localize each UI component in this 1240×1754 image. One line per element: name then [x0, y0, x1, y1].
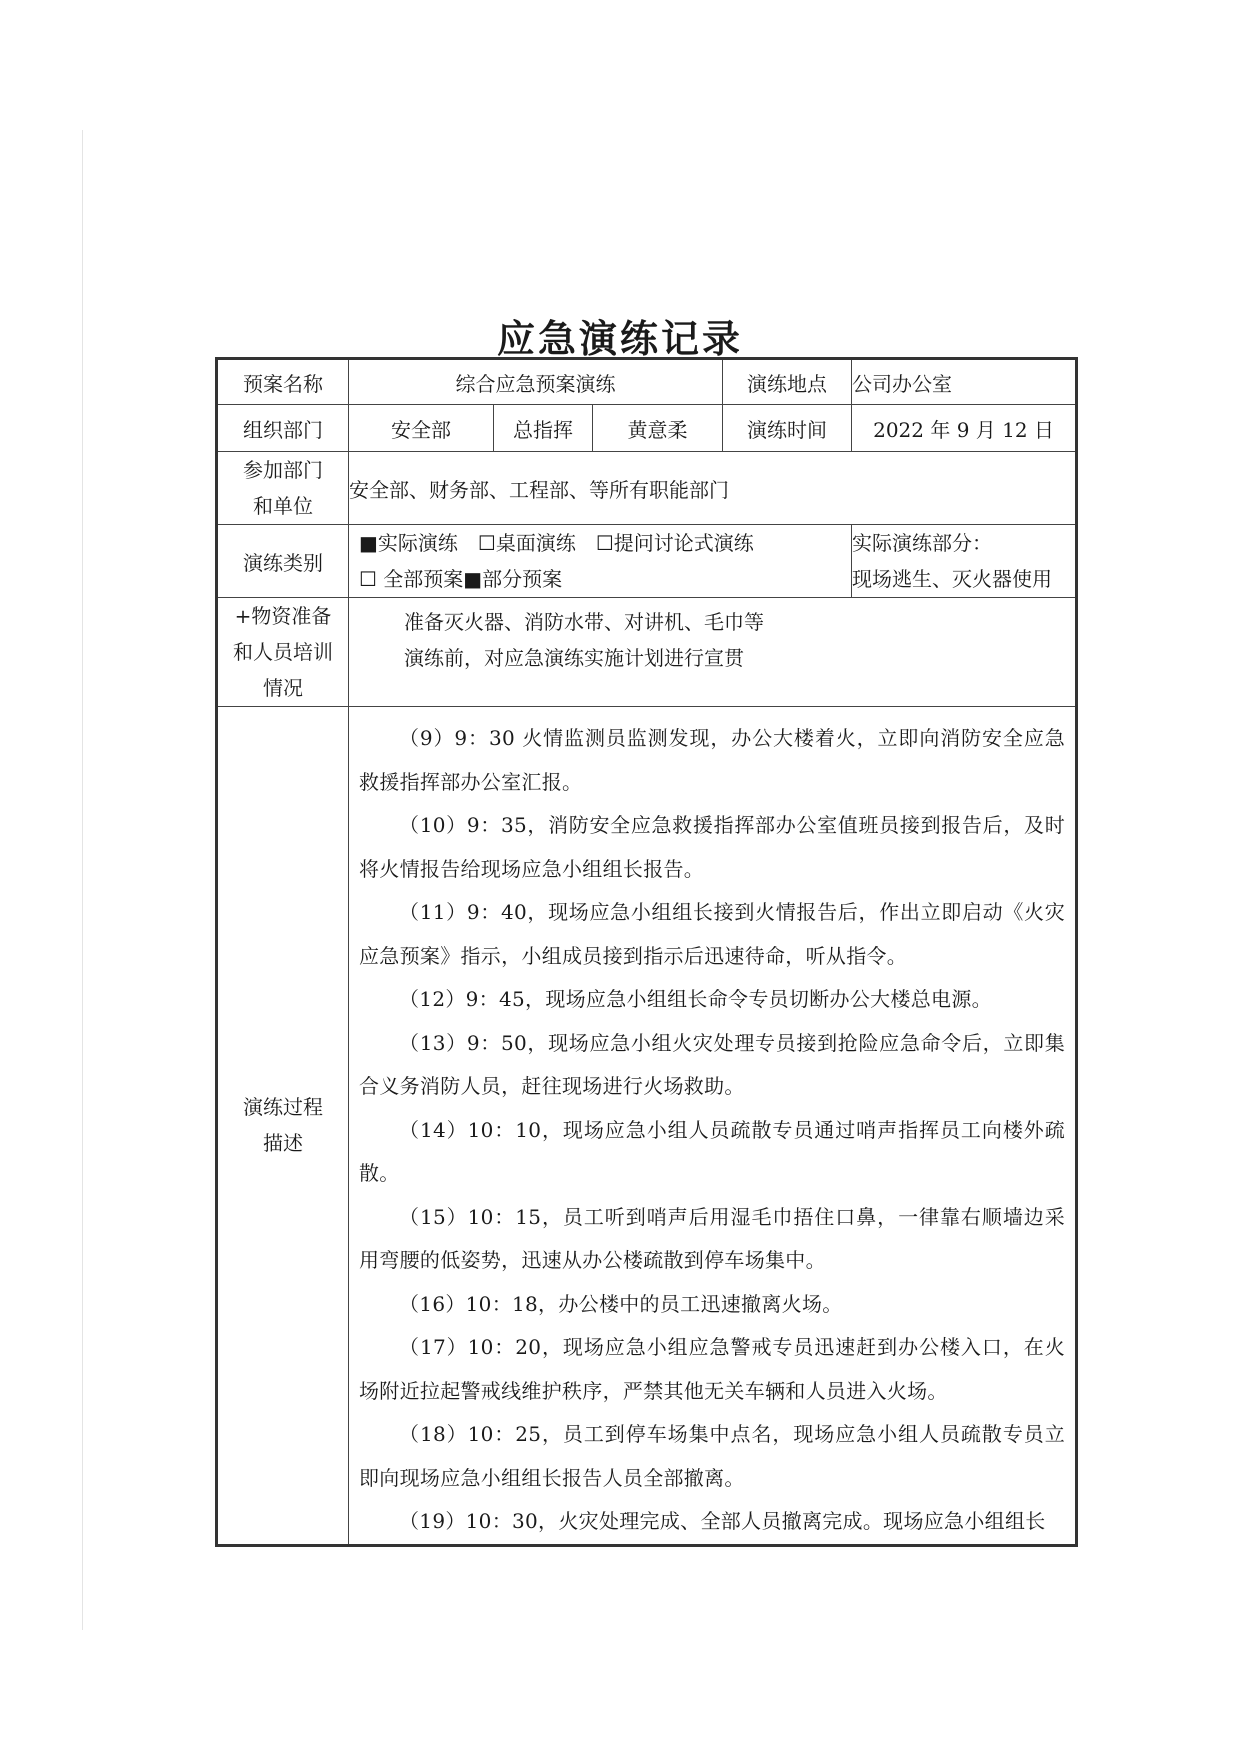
time-value: 2022 年 9 月 12 日	[852, 405, 1077, 452]
actual-part-label: 实际演练部分：	[852, 531, 993, 555]
process-step: （9）9：30 火情监测员监测发现，办公大楼着火，立即向消防安全应急救援指挥部办公室汇报。	[359, 726, 1066, 794]
row-process	[217, 707, 1077, 1546]
prep-line1: 准备灭火器、消防水带、对讲机、毛巾等	[404, 610, 764, 634]
prep-value	[349, 598, 1077, 707]
participants-label-line1: 参加部门	[243, 458, 323, 482]
process-step: （11）9：40，现场应急小组组长接到火情报告后，作出立即启动《火灾应急预案》指示，小组成员接到指示后迅速待命，听从指令。	[359, 900, 1066, 968]
process-step: （17）10：20，现场应急小组应急警戒专员迅速赶到办公楼入口，在火场附近拉起警戒线维护秩序，严禁其他无关车辆和人员进入火场。	[359, 1335, 1066, 1403]
drill-type-options-line1: ■实际演练 ☐桌面演练 ☐提问讨论式演练	[359, 531, 754, 555]
participants-label	[217, 452, 349, 525]
actual-part-value: 现场逃生、灭火器使用	[852, 567, 1053, 591]
prep-line2: 演练前，对应急演练实施计划进行宣贯	[404, 646, 744, 670]
org-dept-label: 组织部门	[217, 405, 349, 452]
process-step: （12）9：45，现场应急小组组长命令专员切断办公大楼总电源。	[399, 987, 992, 1011]
drill-type-options-line2: ☐ 全部预案■部分预案	[359, 567, 563, 591]
plan-name-value: 综合应急预案演练	[349, 359, 723, 405]
process-step: （14）10：10，现场应急小组人员疏散专员通过哨声指挥员工向楼外疏散。	[359, 1117, 1066, 1185]
row-org	[217, 405, 1077, 452]
org-dept-value: 安全部	[349, 405, 494, 452]
row-participants	[217, 452, 1077, 525]
prep-label-line3: 情况	[263, 676, 303, 700]
prep-label-line1: +物资准备	[234, 604, 332, 628]
process-label-line2: 描述	[263, 1131, 303, 1156]
process-step: （10）9：35，消防安全应急救援指挥部办公室值班员接到报告后，及时将火情报告给现场应急小组组长报告。	[359, 813, 1066, 881]
drill-type-options	[349, 525, 852, 598]
row-plan-name	[217, 359, 1077, 405]
row-drill-type	[217, 525, 1077, 598]
process-step: （16）10：18，办公楼中的员工迅速撤离火场。	[399, 1291, 843, 1316]
participants-value: 安全部、财务部、工程部、等所有职能部门	[349, 452, 1077, 525]
commander-label: 总指挥	[494, 405, 593, 452]
page-title: 应急演练记录	[496, 317, 743, 361]
process-step: （19）10：30，火灾处理完成、全部人员撤离完成。现场应急小组组长	[399, 1509, 1046, 1533]
row-preparation	[217, 598, 1077, 707]
commander-value: 黄意柔	[593, 405, 723, 452]
plan-name-label: 预案名称	[217, 359, 349, 405]
process-description	[349, 707, 1077, 1546]
location-label: 演练地点	[723, 359, 852, 405]
drill-record-table	[215, 357, 1078, 1547]
process-step: （18）10：25，员工到停车场集中点名，现场应急小组人员疏散专员立即向现场应急小组组长报告人员全部撤离。	[359, 1422, 1066, 1490]
process-label-line1: 演练过程	[243, 1095, 323, 1120]
process-step: （15）10：15，员工听到哨声后用湿毛巾捂住口鼻，一律靠右顺墙边采用弯腰的低姿势，迅速从办公楼疏散到停车场集中。	[359, 1204, 1066, 1272]
process-step: （13）9：50，现场应急小组火灾处理专员接到抢险应急命令后，立即集合义务消防人员，赶往现场进行火场救助。	[359, 1030, 1066, 1098]
location-value: 公司办公室	[852, 359, 1077, 405]
actual-part	[852, 525, 1077, 598]
prep-label	[217, 598, 349, 707]
drill-type-label: 演练类别	[217, 525, 349, 598]
prep-label-line2: 和人员培训	[233, 640, 333, 664]
time-label: 演练时间	[723, 405, 852, 452]
participants-label-line2: 和单位	[253, 494, 313, 518]
process-label	[217, 707, 349, 1546]
